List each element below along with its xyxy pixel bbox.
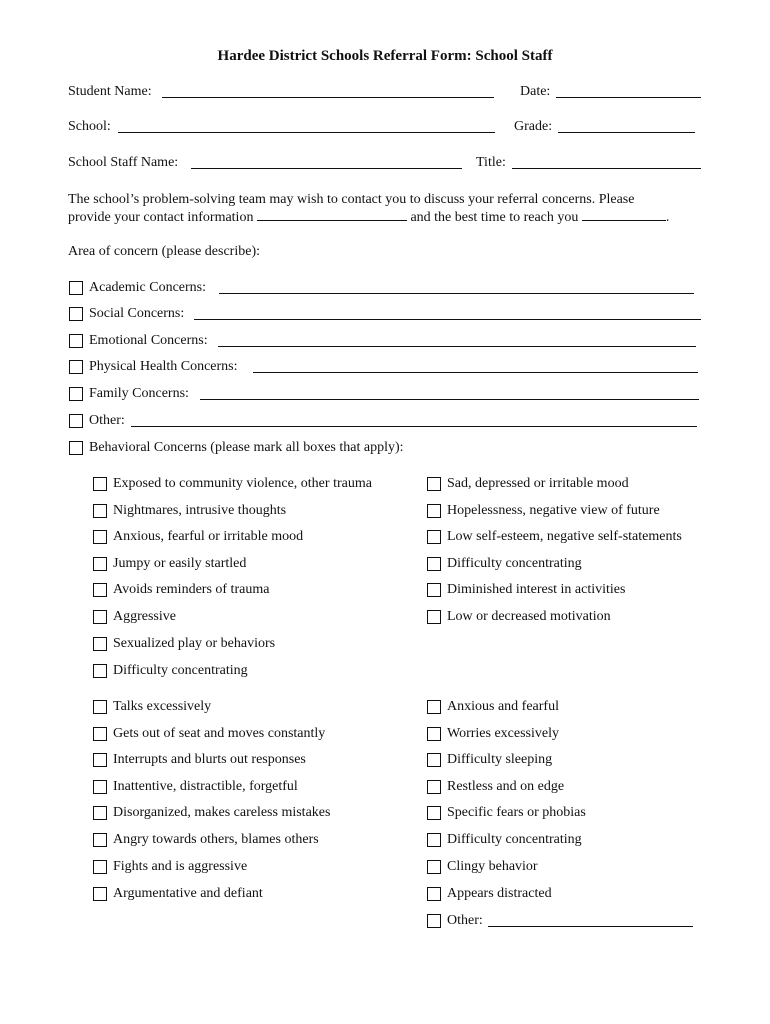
- behavior-item-label: Difficulty concentrating: [447, 556, 582, 571]
- concern-description-field[interactable]: [218, 346, 696, 347]
- staff-name-field[interactable]: [191, 168, 462, 169]
- behavior-other-field[interactable]: [488, 926, 693, 927]
- concern-description-field[interactable]: [131, 426, 697, 427]
- concern-label: Family Concerns:: [89, 386, 189, 401]
- behavior-item-checkbox[interactable]: [93, 637, 107, 651]
- behavior-item-checkbox[interactable]: [93, 530, 107, 544]
- behavior-item-label: Difficulty sleeping: [447, 752, 553, 767]
- concern-description-field[interactable]: [253, 372, 698, 373]
- best-time-field[interactable]: [582, 208, 666, 221]
- behavior-item-checkbox[interactable]: [427, 583, 441, 597]
- behavior-item-label: Other:: [447, 913, 483, 928]
- behavior-item-label: Low or decreased motivation: [447, 609, 611, 624]
- school-label: School:: [68, 119, 111, 134]
- behavior-item-checkbox[interactable]: [427, 727, 441, 741]
- behavior-item-checkbox[interactable]: [427, 914, 441, 928]
- intro-best-time-text: and the best time to reach you: [410, 210, 579, 225]
- behavior-item-label: Sad, depressed or irritable mood: [447, 476, 629, 491]
- behavior-item-label: Appears distracted: [447, 886, 552, 901]
- behavior-item-label: Difficulty concentrating: [447, 832, 582, 847]
- behavior-item-checkbox[interactable]: [93, 664, 107, 678]
- behavior-item-checkbox[interactable]: [427, 610, 441, 624]
- intro-period: .: [665, 210, 670, 225]
- intro-line-1: The school’s problem-solving team may wish to contact you to discuss your referral concerns. Please: [68, 192, 635, 207]
- date-label: Date:: [520, 84, 551, 99]
- behavior-item-checkbox[interactable]: [93, 557, 107, 571]
- behavior-item-label: Argumentative and defiant: [113, 886, 263, 901]
- behavior-item-label: Exposed to community violence, other trauma: [113, 476, 372, 491]
- behavior-item-checkbox[interactable]: [427, 780, 441, 794]
- behavioral-concerns-heading: Behavioral Concerns (please mark all boxes that apply):: [89, 440, 404, 455]
- behavior-item-label: Sexualized play or behaviors: [113, 636, 276, 651]
- behavior-item-label: Diminished interest in activities: [447, 582, 626, 597]
- grade-field[interactable]: [558, 132, 695, 133]
- behavior-item-label: Aggressive: [113, 609, 176, 624]
- behavior-item-checkbox[interactable]: [93, 727, 107, 741]
- concern-label: Social Concerns:: [89, 306, 185, 321]
- behavior-item-checkbox[interactable]: [93, 806, 107, 820]
- behavior-item-label: Fights and is aggressive: [113, 859, 248, 874]
- behavior-item-label: Avoids reminders of trauma: [113, 582, 270, 597]
- grade-label: Grade:: [514, 119, 553, 134]
- concern-description-field[interactable]: [200, 399, 699, 400]
- behavior-item-label: Talks excessively: [113, 699, 212, 714]
- behavior-item-label: Anxious, fearful or irritable mood: [113, 529, 304, 544]
- behavior-item-checkbox[interactable]: [427, 860, 441, 874]
- behavior-item-label: Worries excessively: [447, 726, 559, 741]
- behavior-item-checkbox[interactable]: [93, 833, 107, 847]
- behavior-item-label: Low self-esteem, negative self-statements: [447, 529, 682, 544]
- behavior-item-label: Gets out of seat and moves constantly: [113, 726, 326, 741]
- behavior-item-checkbox[interactable]: [93, 780, 107, 794]
- concern-checkbox[interactable]: [69, 281, 83, 295]
- behavior-item-checkbox[interactable]: [93, 860, 107, 874]
- behavior-item-label: Jumpy or easily startled: [113, 556, 247, 571]
- behavior-item-label: Specific fears or phobias: [447, 805, 586, 820]
- behavior-item-checkbox[interactable]: [93, 477, 107, 491]
- behavior-item-label: Inattentive, distractible, forgetful: [113, 779, 298, 794]
- student-name-label: Student Name:: [68, 84, 152, 99]
- behavior-item-checkbox[interactable]: [427, 530, 441, 544]
- behavioral-concerns-checkbox[interactable]: [69, 441, 83, 455]
- behavior-item-checkbox[interactable]: [93, 887, 107, 901]
- concern-label: Other:: [89, 413, 125, 428]
- behavior-item-checkbox[interactable]: [93, 583, 107, 597]
- behavior-item-label: Nightmares, intrusive thoughts: [113, 503, 287, 518]
- behavior-item-checkbox[interactable]: [427, 700, 441, 714]
- behavior-item-label: Disorganized, makes careless mistakes: [113, 805, 331, 820]
- behavior-item-checkbox[interactable]: [427, 887, 441, 901]
- behavior-item-label: Anxious and fearful: [447, 699, 559, 714]
- concern-checkbox[interactable]: [69, 307, 83, 321]
- concern-checkbox[interactable]: [69, 360, 83, 374]
- concern-checkbox[interactable]: [69, 387, 83, 401]
- student-name-field[interactable]: [162, 97, 494, 98]
- behavior-item-label: Restless and on edge: [447, 779, 565, 794]
- area-of-concern-heading: Area of concern (please describe):: [68, 244, 261, 259]
- behavior-item-checkbox[interactable]: [93, 700, 107, 714]
- behavior-item-checkbox[interactable]: [427, 557, 441, 571]
- concern-label: Physical Health Concerns:: [89, 359, 238, 374]
- behavior-item-checkbox[interactable]: [93, 753, 107, 767]
- behavior-item-checkbox[interactable]: [427, 833, 441, 847]
- behavior-item-label: Difficulty concentrating: [113, 663, 248, 678]
- form-title: Hardee District Schools Referral Form: School Staff: [217, 48, 553, 64]
- behavior-item-label: Interrupts and blurts out responses: [113, 752, 306, 767]
- staff-name-label: School Staff Name:: [68, 155, 179, 170]
- concern-description-field[interactable]: [219, 293, 694, 294]
- contact-info-field[interactable]: [257, 208, 407, 221]
- intro-line-2: [68, 208, 708, 226]
- behavior-item-label: Clingy behavior: [447, 859, 538, 874]
- behavior-item-label: Hopelessness, negative view of future: [447, 503, 660, 518]
- concern-checkbox[interactable]: [69, 414, 83, 428]
- behavior-item-checkbox[interactable]: [427, 504, 441, 518]
- behavior-item-checkbox[interactable]: [427, 477, 441, 491]
- concern-label: Academic Concerns:: [89, 280, 207, 295]
- behavior-item-checkbox[interactable]: [93, 610, 107, 624]
- behavior-item-label: Angry towards others, blames others: [113, 832, 319, 847]
- title-field[interactable]: [512, 168, 701, 169]
- concern-label: Emotional Concerns:: [89, 333, 208, 348]
- date-field[interactable]: [556, 97, 701, 98]
- behavior-item-checkbox[interactable]: [93, 504, 107, 518]
- behavior-item-checkbox[interactable]: [427, 806, 441, 820]
- intro-contact-text: provide your contact information: [68, 210, 254, 225]
- title-label: Title:: [476, 155, 506, 170]
- behavior-item-checkbox[interactable]: [427, 753, 441, 767]
- concern-description-field[interactable]: [194, 319, 701, 320]
- school-field[interactable]: [118, 132, 495, 133]
- concern-checkbox[interactable]: [69, 334, 83, 348]
